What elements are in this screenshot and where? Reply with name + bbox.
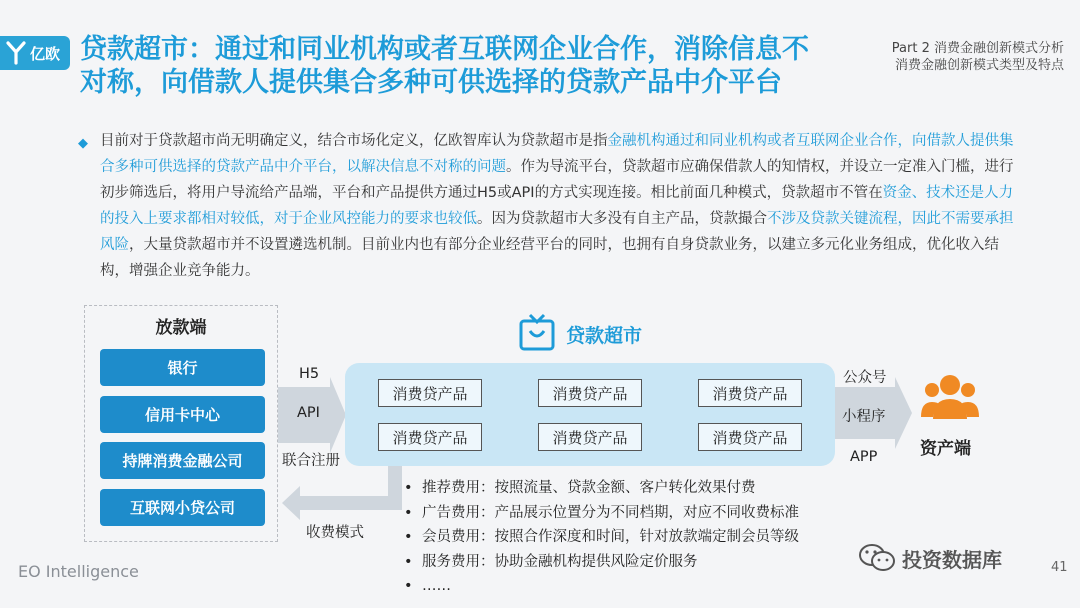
wechat-icon xyxy=(858,542,896,574)
lender-consumer-finance: 持牌消费金融公司 xyxy=(100,442,265,479)
footer-brand: EO Intelligence xyxy=(18,562,139,581)
product-card: 消费贷产品 xyxy=(698,423,802,451)
lender-credit-card-center: 信用卡中心 xyxy=(100,396,265,433)
user-group-icon xyxy=(921,371,979,421)
page-number: 41 xyxy=(1051,560,1068,575)
lender-bank: 银行 xyxy=(100,349,265,386)
watermark-text: 投资数据库 xyxy=(902,547,1002,572)
arrow-fee-return xyxy=(282,466,402,520)
para-highlight-1: 金融机构通过和同业机构或者互联网企业合作，向借款人提供集合多种可供选择的贷款产品中介平台，以解决信息不对称的问题 xyxy=(100,133,1014,175)
lender-online-microloan: 互联网小贷公司 xyxy=(100,489,265,526)
channel-app: APP xyxy=(850,449,878,465)
channel-mini-program: 小程序 xyxy=(842,409,886,425)
para-text-2: 。作为导流平台，贷款超市应确保借款人的知情权，并设立一定准入门槛，进行初步筛选后，将用户导流给产品端，平台和产品提供方通过H5或API的方式实现连接。相比前面几种模式，贷款超市不管在 xyxy=(100,159,1014,201)
para-highlight-2: 资金、技术还是人力的投入上要求都相对较低，对于企业风控能力的要求也较低 xyxy=(100,185,1014,227)
logo-text: 亿欧 xyxy=(30,44,61,63)
channel-joint-registration: 联合注册 xyxy=(282,453,340,469)
product-card: 消费贷产品 xyxy=(698,379,802,407)
subpart-label: 消费金融创新模式类型及特点 xyxy=(894,58,1064,73)
product-card: 消费贷产品 xyxy=(538,379,642,407)
para-text-3: 。因为贷款超市大多没有自主产品，贷款撮合 xyxy=(477,211,767,227)
watermark xyxy=(858,542,1002,574)
fee-item: • 会员费用：按照合作深度和时间，针对放款端定制会员等级 xyxy=(404,529,799,545)
fee-item: • 推荐费用：按照流量、贷款金额、客户转化效果付费 xyxy=(404,480,756,496)
lender-title: 放款端 xyxy=(155,318,207,338)
para-text-4: ，大量贷款超市并不设置遴选机制。目前业内也有部分企业经营平台的同时，也拥有自身贷款业务，以建立多元化业务组成，优化收入结构，增强企业竞争能力。 xyxy=(100,237,999,279)
fee-item: • 广告费用：产品展示位置分为不同档期，对应不同收费标准 xyxy=(404,504,799,521)
bullet-diamond-icon: ◆ xyxy=(78,136,88,151)
fee-item: • …… xyxy=(404,578,451,594)
para-text-1: 目前对于贷款超市尚无明确定义，结合市场化定义，亿欧智库认为贷款超市是指 xyxy=(100,133,608,149)
product-card: 消费贷产品 xyxy=(378,379,482,407)
channel-official-account: 公众号 xyxy=(843,370,887,386)
channel-h5: H5 xyxy=(299,366,320,382)
product-card: 消费贷产品 xyxy=(538,423,642,451)
fee-mode-label: 收费模式 xyxy=(306,525,364,541)
fee-list xyxy=(404,476,844,599)
title-line-2: 对称，向借款人提供集合多种可供选择的贷款产品中介平台 xyxy=(80,67,782,98)
channel-api: API xyxy=(297,405,320,421)
asset-side-label: 资产端 xyxy=(920,439,971,459)
title-line-1: 贷款超市：通过和同业机构或者互联网企业合作，消除信息不 xyxy=(80,34,809,65)
para-highlight-3: 不涉及贷款关键流程，因此不需要承担风险 xyxy=(100,211,1014,253)
basket-icon xyxy=(519,313,555,351)
fee-item: • 服务费用：协助金融机构提供风险定价服务 xyxy=(404,553,698,570)
product-card: 消费贷产品 xyxy=(378,423,482,451)
market-title: 贷款超市 xyxy=(566,325,643,347)
part-label: Part 2 消费金融创新模式分析 xyxy=(891,41,1064,56)
